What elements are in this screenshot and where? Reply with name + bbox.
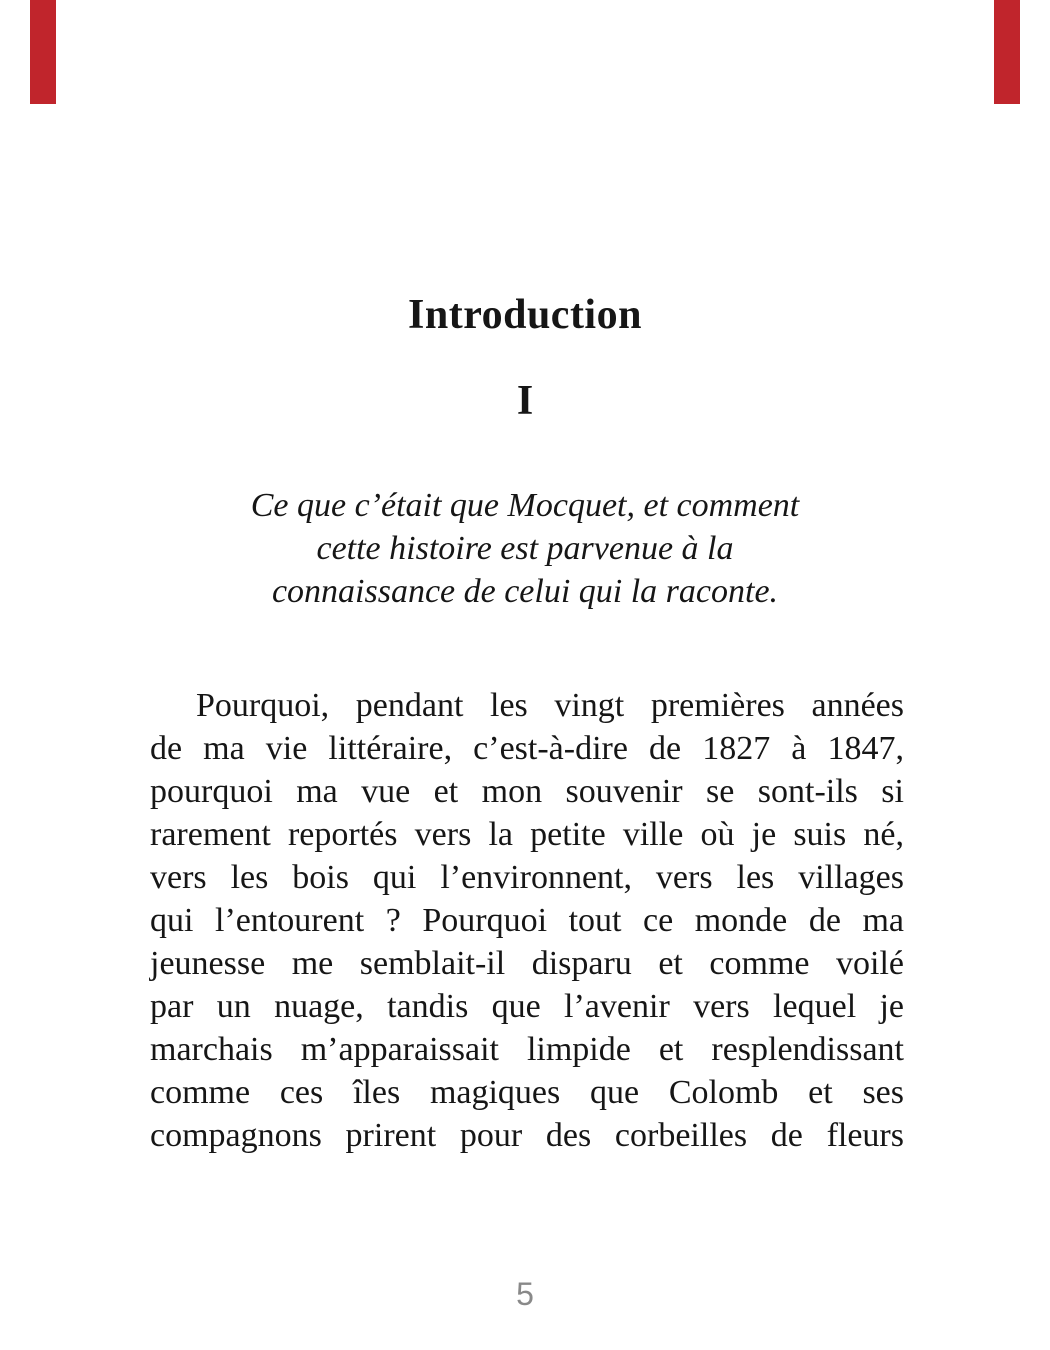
chapter-numeral: I [516,378,534,424]
body-paragraph [150,684,904,1157]
subtitle-line: connaissance de celui qui la raconte. [271,573,779,610]
body-line: marchais m’apparaissait limpide et resplendissant [150,1031,904,1068]
body-line: pourquoi ma vue et mon souvenir se sont-ils si [150,773,904,810]
body-line: vers les bois qui l’environnent, vers les villages [150,859,904,896]
body-line: qui l’entourent ? Pourquoi tout ce monde de ma [150,902,904,939]
body-line: jeunesse me semblait-il disparu et comme voilé [150,945,904,982]
red-corner-mark-right [994,0,1020,104]
body-line: compagnons prirent pour des corbeilles de fleurs [150,1117,904,1154]
page-title: Introduction [408,292,642,339]
subtitle-line: cette histoire est parvenue à la [316,530,734,567]
body-line: Pourquoi, pendant les vingt premières années [196,687,904,724]
body-line: de ma vie littéraire, c’est-à-dire de 1827 à 1847, [150,730,904,767]
body-line: rarement reportés vers la petite ville où je suis né, [150,816,904,853]
body-line: comme ces îles magiques que Colomb et ses [150,1074,904,1111]
red-corner-mark-left [30,0,56,104]
chapter-subtitle [120,484,930,613]
page-number: 5 [516,1276,534,1312]
subtitle-line: Ce que c’était que Mocquet, et comment [250,487,800,524]
body-line: par un nuage, tandis que l’avenir vers lequel je [150,988,904,1025]
